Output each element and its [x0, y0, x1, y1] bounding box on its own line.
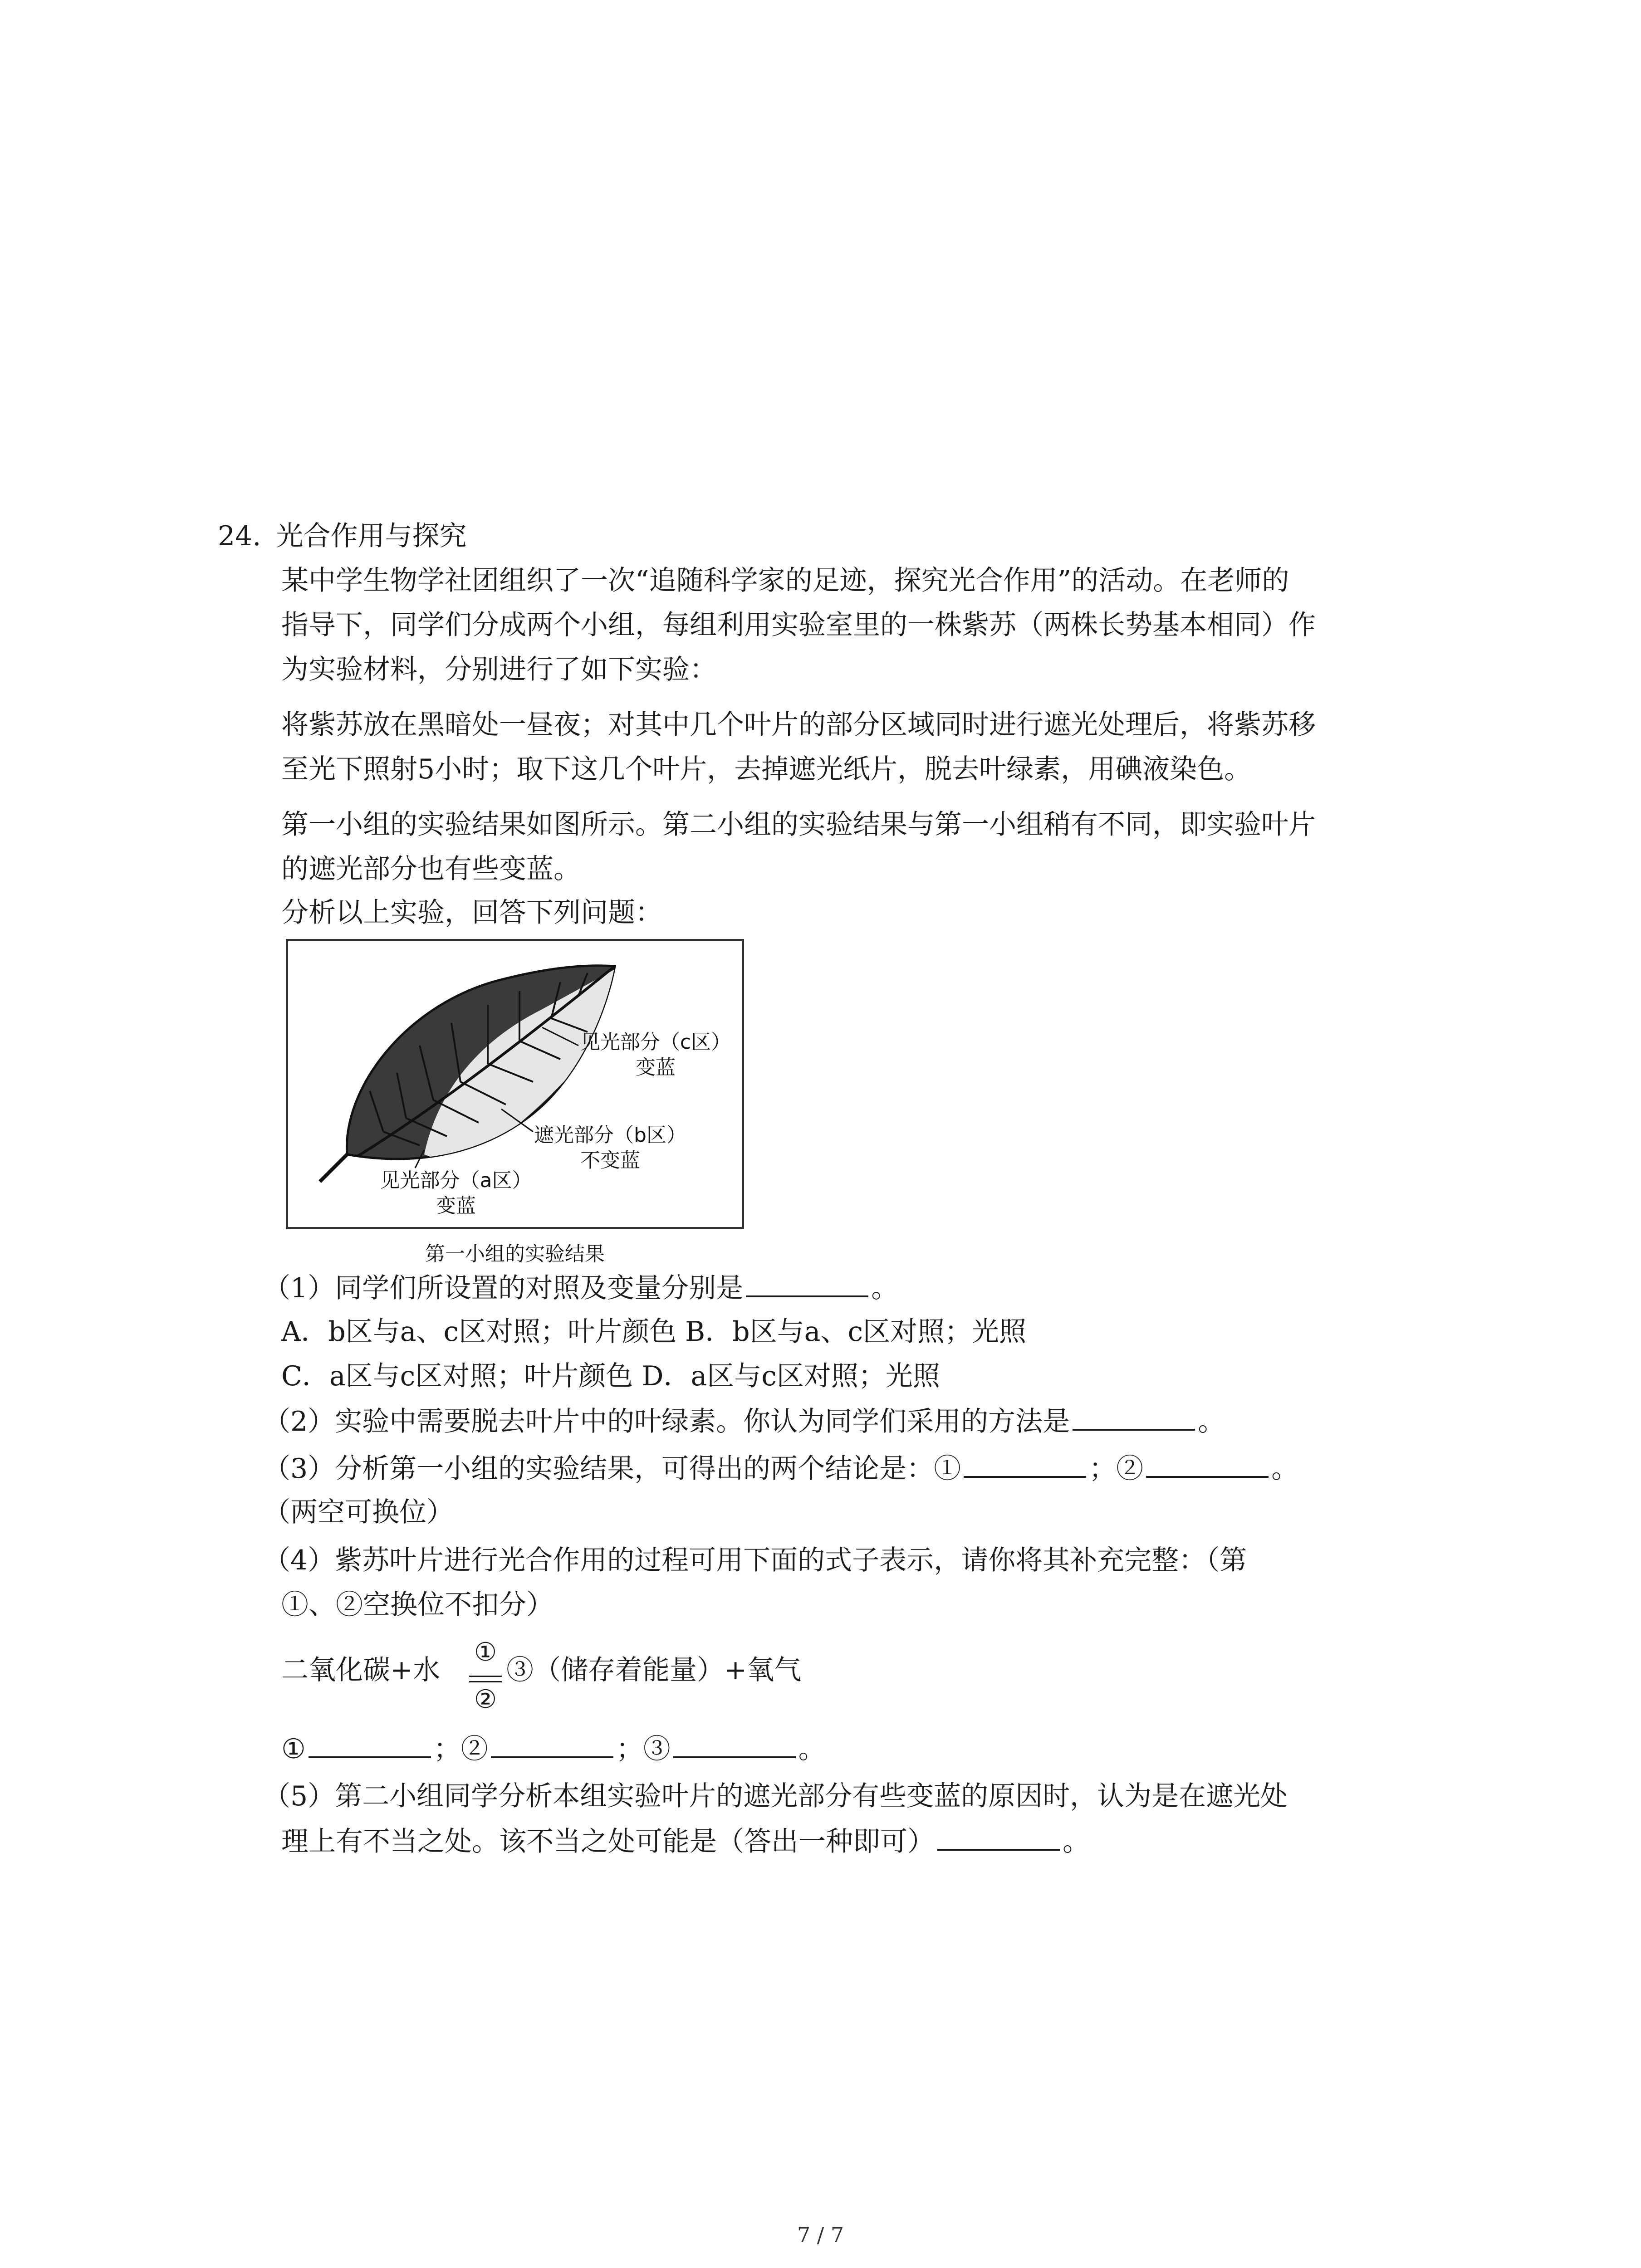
q3-note: （两空可换位） [263, 1496, 454, 1528]
eq-condition-bottom: ② [474, 1685, 497, 1714]
q5-line-1: （5）第二小组同学分析本组实验叶片的遮光部分有些变蓝的原因时，认为是在遮光处 [263, 1780, 1288, 1812]
intro-line-8: 分析以上实验，回答下列问题： [281, 897, 662, 929]
intro-line-6: 第一小组的实验结果如图所示。第二小组的实验结果与第一小组稍有不同，即实验叶片 [281, 809, 1316, 841]
q4-blank-2[interactable] [491, 1729, 613, 1758]
q3-line: （3）分析第一小组的实验结果，可得出的两个结论是：① ；② 。 [263, 1449, 1298, 1488]
page-number: 7 / 7 [797, 2223, 844, 2247]
figure-caption: 第一小组的实验结果 [425, 1242, 605, 1266]
q2-line: （2）实验中需要脱去叶片中的叶绿素。你认为同学们采用的方法是 。 [263, 1402, 1225, 1441]
q3-blank-1[interactable] [964, 1449, 1086, 1478]
intro-line-2: 指导下，同学们分成两个小组，每组利用实验室里的一株紫苏（两株长势基本相同）作 [281, 609, 1316, 641]
q1-options-2: C．a区与c区对照；叶片颜色 D．a区与c区对照；光照 [281, 1360, 940, 1392]
q4-equation-left: 二氧化碳+水 [281, 1654, 441, 1686]
eq-condition-top: ① [474, 1637, 497, 1667]
label-a-region: 见光部分（a区） 变蓝 [380, 1169, 532, 1217]
q1-line: （1）同学们所设置的对照及变量分别是 。 [263, 1268, 898, 1307]
label-c-region: 见光部分（c区） 变蓝 [580, 1031, 731, 1079]
label-b-region: 遮光部分（b区） 不变蓝 [534, 1124, 686, 1172]
q4-blank-1[interactable] [309, 1729, 431, 1758]
q4-answers: ① ；② ；③ 。 [281, 1729, 826, 1768]
eq-equals-bar-2 [469, 1681, 502, 1682]
leaf-stalk [320, 1154, 347, 1182]
q4-line-1: （4）紫苏叶片进行光合作用的过程可用下面的式子表示，请你将其补充完整：（第 [263, 1545, 1247, 1576]
intro-line-4: 将紫苏放在黑暗处一昼夜；对其中几个叶片的部分区域同时进行遮光处理后，将紫苏移 [281, 709, 1316, 741]
leaf-figure [286, 939, 744, 1229]
q2-blank[interactable] [1073, 1402, 1195, 1431]
q4-line-2: ①、②空换位不扣分） [281, 1589, 554, 1621]
intro-line-1: 某中学生物学社团组织了一次“追随科学家的足迹，探究光合作用”的活动。在老师的 [281, 565, 1289, 596]
q5-blank[interactable] [937, 1822, 1060, 1851]
q1-options-1: A．b区与a、c区对照；叶片颜色 B．b区与a、c区对照；光照 [281, 1316, 1027, 1348]
q4-blank-3[interactable] [673, 1729, 796, 1758]
intro-line-7: 的遮光部分也有些变蓝。 [281, 853, 581, 885]
q5-line-2: 理上有不当之处。该不当之处可能是（答出一种即可） 。 [281, 1822, 1090, 1861]
q1-blank[interactable] [746, 1268, 868, 1297]
question-title [218, 517, 467, 555]
q4-equation-right: ③（储存着能量）+氧气 [506, 1654, 802, 1686]
question-heading: 光合作用与探究 [276, 520, 467, 552]
q3-blank-2[interactable] [1146, 1449, 1269, 1478]
intro-line-3: 为实验材料，分别进行了如下实验： [281, 654, 717, 685]
intro-line-5: 至光下照射5小时；取下这几个叶片，去掉遮光纸片，脱去叶绿素，用碘液染色。 [281, 753, 1252, 785]
question-number: 24. [218, 520, 261, 552]
eq-equals-bar-1 [469, 1676, 502, 1677]
